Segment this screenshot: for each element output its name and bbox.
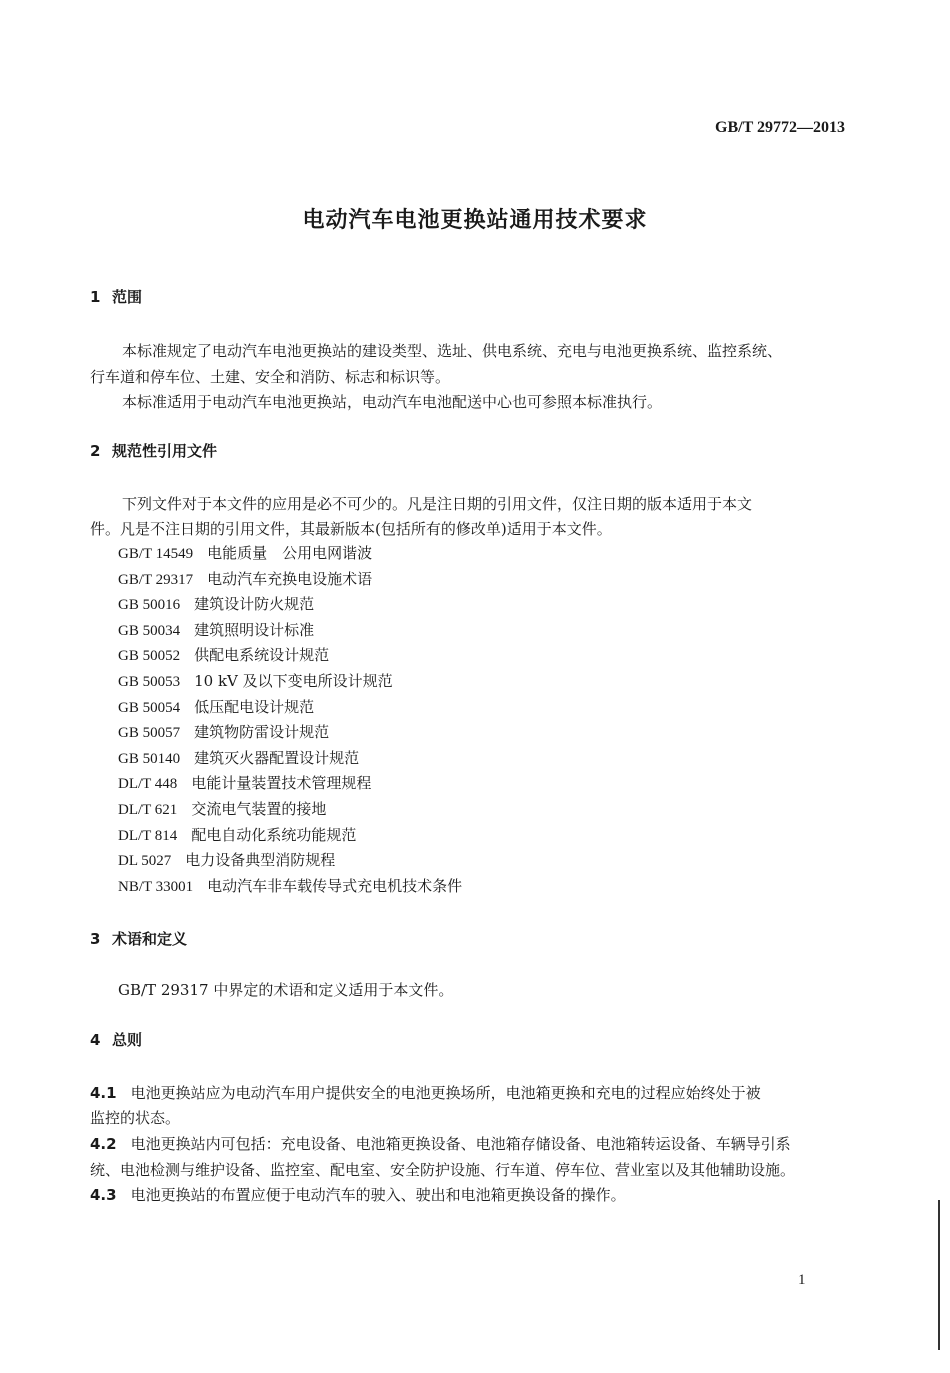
reference-code: GB 50052: [118, 648, 181, 665]
reference-name: 建筑物防雷设计规范: [194, 723, 330, 742]
reference-name: 10 kV 及以下变电所设计规范: [194, 671, 393, 690]
clause-4-1: [90, 1080, 761, 1106]
reference-code: DL/T 814: [118, 827, 178, 844]
reference-item: [118, 541, 462, 567]
reference-code: GB 50054: [118, 699, 181, 716]
reference-list: [118, 541, 462, 899]
clause-number: 4.1: [90, 1084, 117, 1102]
reference-code: GB/T 14549: [118, 546, 194, 562]
reference-code: GB 50140: [118, 750, 181, 767]
page-number: 1: [798, 1272, 806, 1288]
reference-item: [118, 567, 462, 593]
reference-item: [118, 771, 462, 797]
reference-item: [118, 643, 462, 669]
reference-code: GB 50016: [118, 597, 181, 614]
reference-item: [118, 695, 462, 721]
section-heading-references: [90, 440, 217, 461]
references-intro: 下列文件对于本文件的应用是必不可少的。凡是注日期的引用文件，仅注日期的版本适用于本文: [122, 495, 753, 513]
reference-code: DL/T 621: [118, 801, 178, 818]
clause-4-2-cont: 统、电池检测与维护设备、监控室、配电室、安全防护设施、行车道、停车位、营业室以及其他辅助设施。: [90, 1161, 796, 1179]
terms-paragraph: GB/T 29317 中界定的术语和定义适用于本文件。: [118, 981, 454, 999]
section-title: 术语和定义: [112, 930, 188, 948]
reference-code: GB/T 29317: [118, 571, 194, 588]
section-title: 规范性引用文件: [112, 442, 218, 460]
section-title: 范围: [112, 288, 143, 306]
section-heading-scope: [90, 286, 142, 307]
clause-text: 电池更换站应为电动汽车用户提供安全的电池更换场所，电池箱更换和充电的过程应始终处于被: [130, 1084, 761, 1102]
reference-item: [118, 746, 462, 772]
scan-edge-line: [938, 1200, 940, 1350]
scope-paragraph-1: 本标准规定了电动汽车电池更换站的建设类型、选址、供电系统、充电与电池更换系统、监控系统、: [122, 342, 783, 360]
scope-paragraph-1-cont: 行车道和停车位、土建、安全和消防、标志和标识等。: [90, 368, 451, 386]
scope-paragraph-2: 本标准适用于电动汽车电池更换站，电动汽车电池配送中心也可参照本标准执行。: [122, 393, 663, 411]
reference-name: 低压配电设计规范: [194, 697, 315, 716]
reference-name: 电力设备典型消防规程: [185, 851, 336, 870]
reference-code: GB 50057: [118, 725, 181, 742]
clause-text: 电池更换站的布置应便于电动汽车的驶入、驶出和电池箱更换设备的操作。: [130, 1186, 626, 1204]
reference-item: [118, 592, 462, 618]
clause-4-1-cont: 监控的状态。: [90, 1109, 181, 1127]
reference-name: 建筑灭火器配置设计规范: [194, 748, 360, 767]
section-number: 1: [90, 288, 101, 306]
reference-code: NB/T 33001: [118, 878, 194, 895]
clause-4-3: [90, 1182, 626, 1208]
reference-name: 建筑照明设计标准: [194, 620, 315, 639]
reference-name: 电能计量装置技术管理规程: [191, 774, 372, 793]
reference-code: DL 5027: [118, 853, 172, 870]
section-title: 总则: [112, 1031, 143, 1049]
page-title: 电动汽车电池更换站通用技术要求: [302, 208, 648, 233]
reference-name: 电动汽车充换电设施术语: [207, 569, 373, 588]
reference-item: [118, 797, 462, 823]
section-number: 3: [90, 930, 101, 948]
reference-item: [118, 874, 462, 900]
reference-code: GB 50053: [118, 673, 181, 690]
section-number: 2: [90, 442, 101, 460]
references-intro-cont: 件。凡是不注日期的引用文件，其最新版本(包括所有的修改单)适用于本文件。: [90, 520, 612, 538]
section-heading-terms: [90, 928, 187, 949]
reference-name: 建筑设计防火规范: [194, 595, 315, 614]
standard-code: GB/T 29772—2013: [715, 119, 845, 136]
section-number: 4: [90, 1031, 101, 1049]
clause-4-2: [90, 1131, 791, 1157]
reference-item: [118, 848, 462, 874]
reference-name: 供配电系统设计规范: [194, 646, 330, 665]
reference-item: [118, 720, 462, 746]
reference-item: [118, 669, 462, 695]
reference-name: 电能质量 公用电网谐波: [207, 544, 373, 562]
reference-name: 电动汽车非车载传导式充电机技术条件: [207, 876, 463, 895]
reference-name: 配电自动化系统功能规范: [191, 825, 357, 844]
reference-item: [118, 618, 462, 644]
reference-item: [118, 823, 462, 849]
reference-name: 交流电气装置的接地: [191, 799, 327, 818]
clause-number: 4.3: [90, 1186, 117, 1204]
clause-text: 电池更换站内可包括：充电设备、电池箱更换设备、电池箱存储设备、电池箱转运设备、车辆导引系: [130, 1135, 791, 1153]
section-heading-general: [90, 1029, 142, 1050]
reference-code: GB 50034: [118, 622, 181, 639]
clause-number: 4.2: [90, 1135, 117, 1153]
reference-code: DL/T 448: [118, 776, 178, 793]
